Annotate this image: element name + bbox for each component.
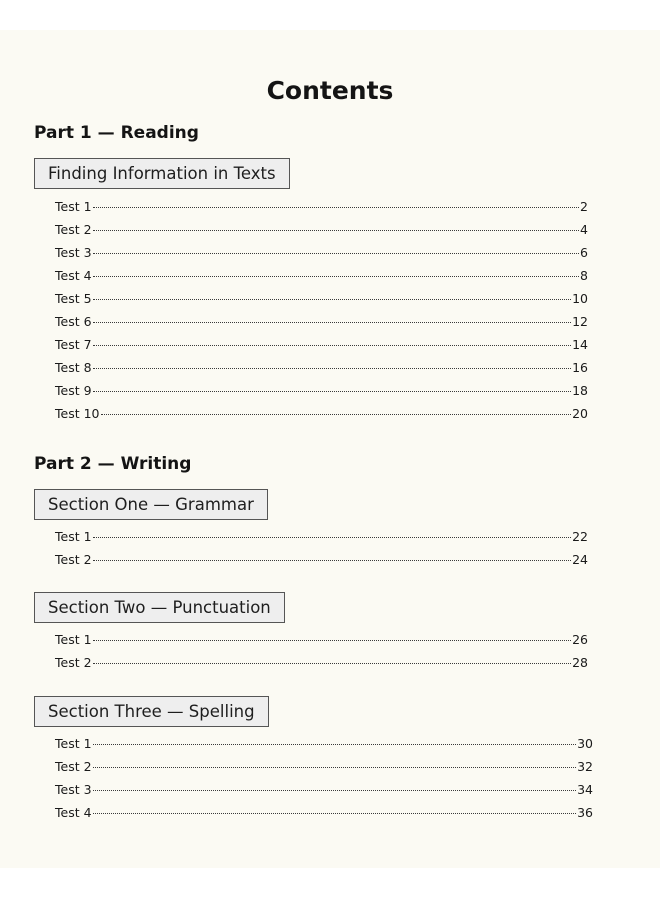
entry-page-number: 18 (572, 383, 588, 398)
toc-entry[interactable] (55, 287, 588, 310)
entry-list-grammar (55, 525, 588, 571)
entry-label: Test 6 (55, 314, 92, 329)
toc-entry[interactable] (55, 732, 593, 755)
toc-entry[interactable] (55, 195, 588, 218)
entry-page-number: 22 (572, 529, 588, 544)
contents-page (0, 30, 660, 868)
section-title-grammar: Section One — Grammar (34, 489, 268, 520)
dot-leader (93, 537, 572, 538)
toc-entry[interactable] (55, 379, 588, 402)
entry-page-number: 32 (577, 759, 593, 774)
entry-label: Test 5 (55, 291, 92, 306)
dot-leader (93, 345, 572, 346)
entry-label: Test 10 (55, 406, 100, 421)
dot-leader (93, 391, 572, 392)
dot-leader (93, 368, 572, 369)
entry-label: Test 7 (55, 337, 92, 352)
dot-leader (93, 253, 580, 254)
toc-entry[interactable] (55, 778, 593, 801)
entry-label: Test 3 (55, 245, 92, 260)
entry-page-number: 36 (577, 805, 593, 820)
toc-entry[interactable] (55, 628, 588, 651)
entry-label: Test 3 (55, 782, 92, 797)
entry-list-spelling (55, 732, 593, 824)
entry-page-number: 28 (572, 655, 588, 670)
toc-entry[interactable] (55, 755, 593, 778)
entry-page-number: 24 (572, 552, 588, 567)
part-heading-writing: Part 2 — Writing (34, 454, 192, 474)
entry-page-number: 12 (572, 314, 588, 329)
toc-entry[interactable] (55, 264, 588, 287)
entry-page-number: 14 (572, 337, 588, 352)
page-title: Contents (266, 76, 394, 105)
dot-leader (93, 663, 572, 664)
toc-entry[interactable] (55, 801, 593, 824)
entry-page-number: 8 (580, 268, 588, 283)
dot-leader (93, 640, 572, 641)
dot-leader (93, 560, 572, 561)
entry-label: Test 8 (55, 360, 92, 375)
dot-leader (93, 299, 572, 300)
entry-page-number: 20 (572, 406, 588, 421)
entry-label: Test 2 (55, 222, 92, 237)
toc-entry[interactable] (55, 333, 588, 356)
section-title-spelling: Section Three — Spelling (34, 696, 269, 727)
entry-label: Test 9 (55, 383, 92, 398)
toc-entry[interactable] (55, 241, 588, 264)
toc-entry[interactable] (55, 525, 588, 548)
entry-label: Test 1 (55, 632, 92, 647)
part-heading-reading: Part 1 — Reading (34, 123, 199, 143)
entry-label: Test 1 (55, 199, 92, 214)
entry-label: Test 1 (55, 529, 92, 544)
dot-leader (93, 767, 577, 768)
entry-page-number: 34 (577, 782, 593, 797)
entry-label: Test 4 (55, 268, 92, 283)
entry-page-number: 4 (580, 222, 588, 237)
section-title-punctuation: Section Two — Punctuation (34, 592, 285, 623)
entry-label: Test 2 (55, 759, 92, 774)
entry-list-finding-information (55, 195, 588, 425)
entry-label: Test 4 (55, 805, 92, 820)
dot-leader (101, 414, 572, 415)
entry-list-punctuation (55, 628, 588, 674)
toc-entry[interactable] (55, 356, 588, 379)
toc-entry[interactable] (55, 402, 588, 425)
dot-leader (93, 207, 580, 208)
entry-page-number: 30 (577, 736, 593, 751)
toc-entry[interactable] (55, 548, 588, 571)
entry-page-number: 6 (580, 245, 588, 260)
toc-entry[interactable] (55, 310, 588, 333)
toc-entry[interactable] (55, 218, 588, 241)
entry-page-number: 10 (572, 291, 588, 306)
dot-leader (93, 813, 577, 814)
entry-page-number: 2 (580, 199, 588, 214)
entry-label: Test 1 (55, 736, 92, 751)
dot-leader (93, 276, 580, 277)
toc-entry[interactable] (55, 651, 588, 674)
entry-page-number: 26 (572, 632, 588, 647)
section-title-finding-information: Finding Information in Texts (34, 158, 290, 189)
dot-leader (93, 230, 580, 231)
entry-page-number: 16 (572, 360, 588, 375)
dot-leader (93, 322, 572, 323)
entry-label: Test 2 (55, 655, 92, 670)
dot-leader (93, 744, 577, 745)
dot-leader (93, 790, 577, 791)
entry-label: Test 2 (55, 552, 92, 567)
